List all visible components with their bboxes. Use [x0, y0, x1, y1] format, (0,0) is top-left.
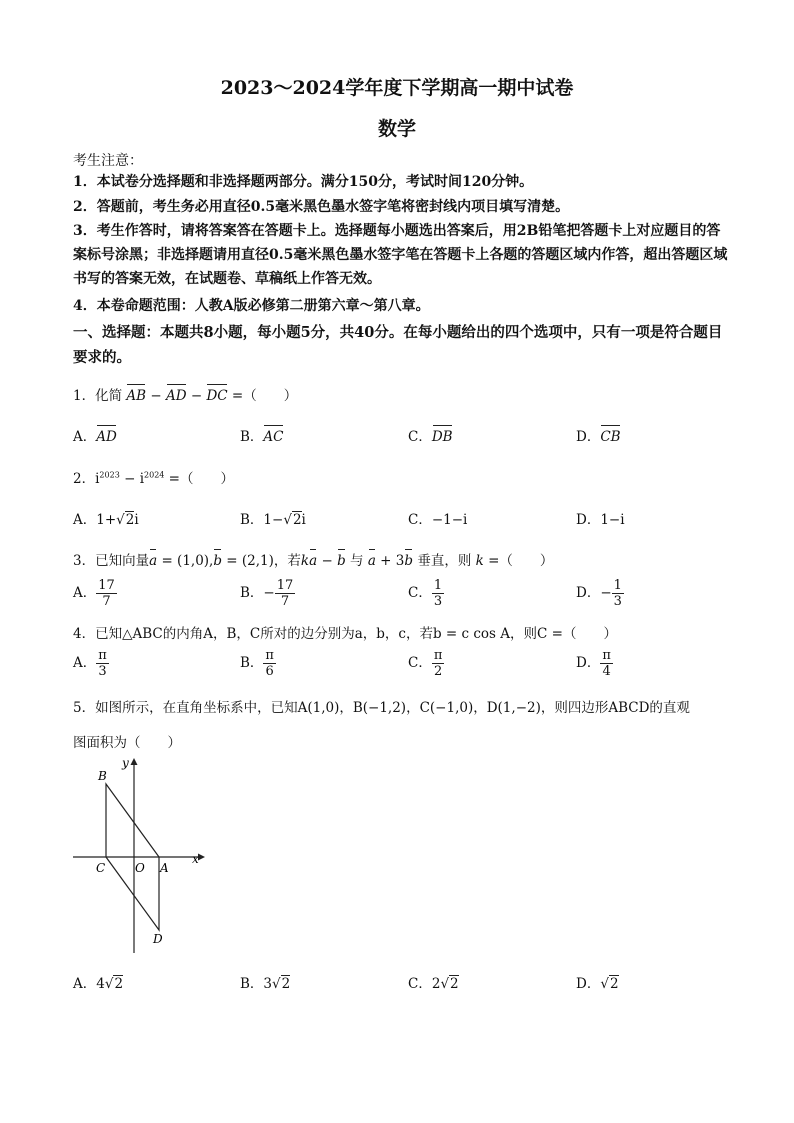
option-value: −1−i: [431, 512, 468, 528]
q3-option-c[interactable]: [408, 578, 444, 609]
radicand: 2: [609, 976, 619, 992]
numerator: 1: [613, 578, 622, 593]
denominator: 3: [98, 664, 107, 679]
q2-option-a[interactable]: A．1+√2i: [73, 512, 139, 528]
q1-option-b[interactable]: [240, 425, 284, 445]
radicand: 2: [125, 512, 135, 528]
option-label: A．: [73, 976, 97, 992]
q5-option-c[interactable]: C．2√2: [408, 976, 459, 992]
option-label: C．: [408, 976, 432, 992]
vector-b: b: [404, 553, 414, 569]
label-b: B: [98, 769, 107, 783]
vector-a: a: [367, 553, 376, 569]
option-sign: −: [600, 585, 612, 601]
option-suffix: i: [301, 512, 306, 528]
option-label: A．: [73, 429, 97, 445]
exponent-2: 2024: [144, 470, 165, 480]
var-k: k: [475, 553, 484, 569]
radicand: 2: [281, 976, 291, 992]
notice-item-1: 1．本试卷分选择题和非选择题两部分。满分150分，考试时间120分钟。: [73, 174, 534, 190]
numerator: π: [602, 648, 611, 663]
q3-mid: 与: [345, 553, 368, 569]
option-label: C．: [408, 585, 432, 601]
page-title: 2023～2024学年度下学期高一期中试卷: [220, 77, 574, 99]
vector-b: b: [213, 553, 223, 569]
q5-option-d[interactable]: D．√2: [576, 976, 619, 992]
radicand: 2: [450, 976, 459, 992]
coordinate-figure: [70, 755, 210, 960]
q1-option-d[interactable]: [576, 425, 621, 445]
option-label: D．: [576, 976, 601, 992]
option-value: DB: [431, 429, 453, 445]
question-3: 3．已知向量a = (1,0),b = (2,1)，若ka − b 与 a + 3b 垂直，则 k =（ ）: [73, 553, 554, 569]
vector-a: a: [149, 553, 158, 569]
option-label: D．: [576, 655, 601, 671]
radicand: 2: [114, 976, 124, 992]
denominator: 7: [102, 594, 111, 609]
q3-plus: + 3: [375, 553, 405, 569]
denominator: 3: [433, 594, 443, 609]
notice-item-3: 3．考生作答时，请将答案答在答题卡上。选择题每小题选出答案后，用2B铅笔把答题卡上对应题目的答案标号涂黑；非选择题请用直径0.5毫米黑色墨水签字笔在答题卡上各题的答题区域内作答，超出答题区域书写的答案无效，在试题卷、草稿纸上作答无效。: [73, 223, 728, 287]
label-a: A: [160, 861, 169, 875]
numerator: π: [98, 648, 107, 663]
q1-tail: =（ ）: [231, 388, 298, 404]
question-5-line-2: 图面积为（ ）: [73, 735, 181, 751]
q3-option-b[interactable]: [240, 578, 295, 609]
q2-prefix: 2．: [73, 471, 96, 487]
vector-b: b: [337, 553, 346, 569]
fraction: [96, 578, 117, 609]
q1-option-c[interactable]: [408, 425, 453, 445]
vector-a: a: [309, 553, 318, 569]
q2-option-d[interactable]: [576, 508, 625, 528]
section-heading-choice: 一、选择题：本题共8小题，每小题5分，共40分。在每小题给出的四个选项中，只有一项是符合题目要求的。: [73, 324, 723, 366]
option-value: 1−i: [600, 512, 625, 528]
coefficient: 3: [263, 976, 273, 992]
numerator: π: [433, 648, 443, 663]
option-label: A．: [73, 585, 97, 601]
q2-tail: =（ ）: [164, 471, 234, 487]
q2-option-c[interactable]: [408, 508, 467, 528]
option-value: 1−: [263, 512, 284, 528]
label-o: O: [135, 861, 145, 875]
q4-option-a[interactable]: [73, 648, 109, 679]
notice-item-4: 4．本卷命题范围：人教A版必修第二册第六章～第八章。: [73, 298, 430, 314]
option-label: B．: [240, 512, 264, 528]
fraction: [432, 648, 445, 679]
imag-unit: i: [95, 471, 100, 487]
x-axis-arrow: [198, 854, 205, 861]
fraction: [432, 578, 444, 609]
label-x: x: [192, 852, 199, 866]
option-label: B．: [240, 585, 264, 601]
q3-eq1: = (1,0),: [157, 553, 214, 569]
fraction: [275, 578, 296, 609]
var-k: k: [300, 553, 310, 569]
label-c: C: [96, 861, 106, 875]
q2-option-b[interactable]: B．1−√2i: [240, 512, 306, 528]
option-label: D．: [576, 512, 601, 528]
imag-unit: i: [139, 471, 145, 487]
denominator: 3: [613, 594, 622, 609]
option-label: A．: [73, 512, 97, 528]
option-label: C．: [408, 512, 432, 528]
denominator: 2: [433, 664, 443, 679]
q5-option-a[interactable]: A．4√2: [73, 976, 124, 992]
q4-option-b[interactable]: [240, 648, 276, 679]
q3-option-a[interactable]: [73, 578, 117, 609]
question-2: 2．$i^{2023} - i^{2024}$ =（ ）: [73, 470, 234, 487]
numerator: 17: [276, 578, 294, 593]
option-label: A．: [73, 655, 97, 671]
option-label: D．: [576, 585, 601, 601]
subject-title: 数学: [377, 118, 416, 140]
denominator: 7: [280, 594, 290, 609]
q3-tail2: =（ ）: [483, 553, 554, 569]
fraction: [600, 648, 613, 679]
option-label: B．: [240, 429, 264, 445]
q3-eq2: = (2,1)，若: [222, 553, 301, 569]
q3-option-d[interactable]: [576, 578, 624, 609]
vector-ab: AB: [126, 388, 147, 404]
option-suffix: i: [134, 512, 139, 528]
option-value: CB: [600, 429, 621, 445]
q5-option-b[interactable]: B．3√2: [240, 976, 291, 992]
label-d: D: [153, 932, 163, 946]
option-value: AC: [263, 429, 284, 445]
denominator: 4: [602, 664, 611, 679]
option-label: C．: [408, 655, 432, 671]
option-label: B．: [240, 976, 264, 992]
option-value: AD: [96, 429, 117, 445]
vector-dc: DC: [206, 388, 228, 404]
option-label: C．: [408, 429, 432, 445]
numerator: π: [265, 648, 274, 663]
y-axis-arrow: [131, 758, 138, 765]
coefficient: 4: [96, 976, 105, 992]
q4-option-d[interactable]: [576, 648, 613, 679]
vector-ad: AD: [165, 388, 187, 404]
question-1: 1．化简 AB − AD − DC =（ ）: [73, 388, 298, 404]
numerator: 1: [433, 578, 443, 593]
notice-heading: 考生注意：: [73, 153, 143, 169]
fraction: [96, 648, 109, 679]
q3-tail: 垂直，则: [413, 553, 476, 569]
label-y: y: [122, 756, 129, 770]
denominator: 6: [265, 664, 274, 679]
coefficient: 2: [431, 976, 441, 992]
q3-prefix: 3．已知向量: [73, 553, 150, 569]
q4-option-c[interactable]: [408, 648, 444, 679]
q1-prefix: 1．化简: [73, 388, 123, 404]
option-sign: −: [263, 585, 275, 601]
notice-item-2: 2．答题前，考生务必用直径0.5毫米黑色墨水签字笔将密封线内项目填写清楚。: [73, 199, 570, 215]
question-4: 4．已知△ABC的内角A，B，C所对的边分别为a，b，c，若b = c cos A，则C =（ ）: [73, 626, 617, 642]
option-label: B．: [240, 655, 264, 671]
option-label: D．: [576, 429, 601, 445]
numerator: 17: [98, 578, 115, 593]
exponent-1: 2023: [99, 470, 120, 480]
radicand: 2: [292, 512, 302, 528]
q1-option-a[interactable]: [73, 425, 117, 445]
question-5-line-1: 5．如图所示，在直角坐标系中，已知A(1,0)，B(−1,2)，C(−1,0)，D(1,−2)，则四边形ABCD的直观: [73, 700, 690, 716]
fraction: [263, 648, 276, 679]
option-value: 1+: [96, 512, 117, 528]
fraction: [612, 578, 624, 609]
